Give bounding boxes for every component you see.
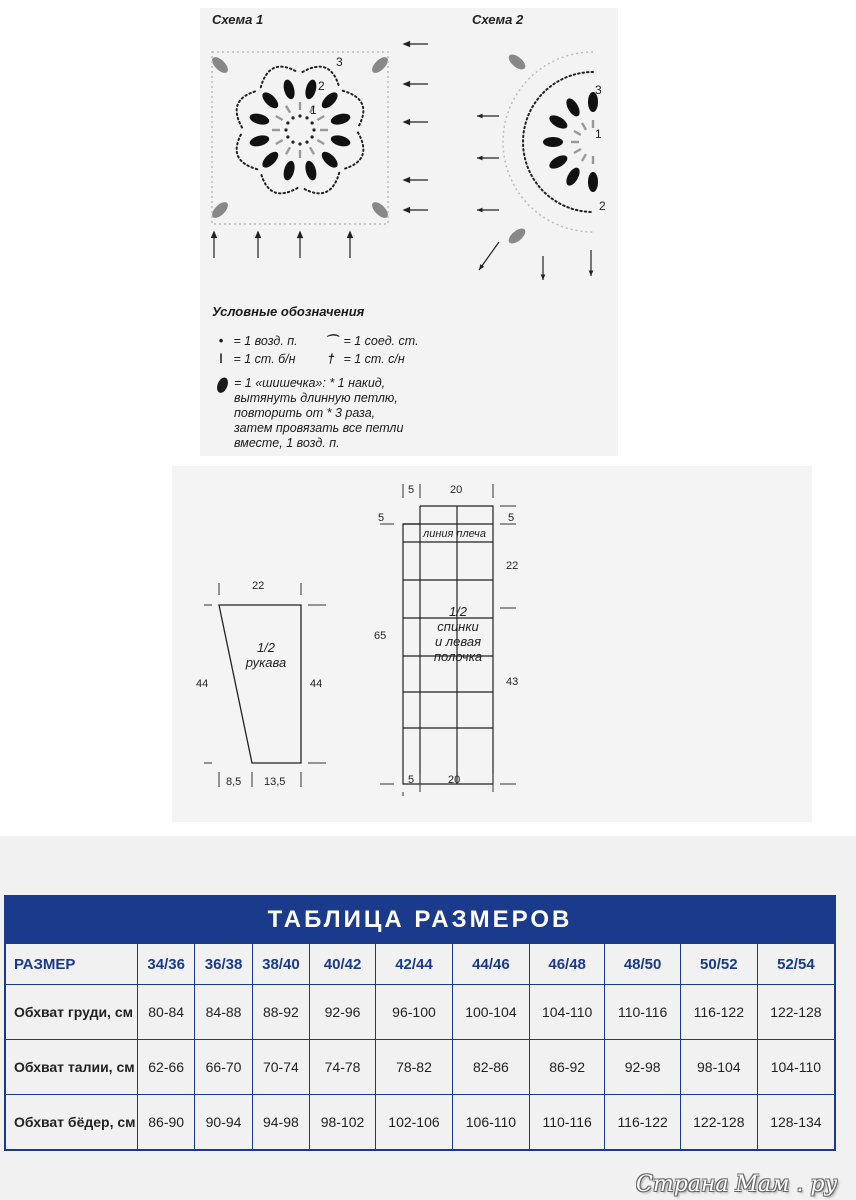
puff-stitch [330,112,352,127]
single-crochet-icon: ǀ [219,352,223,366]
legend-item-chain: • = 1 возд. п. [212,334,298,349]
puff-stitch [303,160,318,182]
table-cell: 80-84 [138,985,195,1040]
table-cell: 90-94 [195,1095,252,1151]
table-cell: 122-128 [680,1095,757,1151]
arrow-head-icon [404,82,410,87]
back-bottom-left: 5 [408,774,415,786]
scheme2-motif [477,52,606,280]
row-label-1: 1 [310,103,317,117]
chain-stitch-dot [291,116,294,119]
double-crochet-icon: † [327,352,335,366]
back-top-width: 20 [450,484,463,496]
size-table-title: ТАБЛИЦА РАЗМЕРОВ [5,896,835,944]
table-cell: 116-122 [605,1095,680,1151]
puff-stitch-icon: ⬮ [215,375,227,395]
scheme2-title: Схема 2 [472,12,524,27]
size-col: 52/54 [757,944,835,985]
legend-item-dc: † = 1 ст. с/н [322,352,405,367]
arrow-head-icon [298,232,303,238]
puff-stitch [547,113,569,132]
sleeve-bottom-right: 13,5 [264,776,286,788]
back-total-height: 65 [374,630,387,642]
arrow-head-icon [404,42,410,47]
row-label-3: 3 [595,83,602,97]
row-label-2: 2 [318,79,325,93]
table-cell: 94-98 [252,1095,309,1151]
legend-title: Условные обозначения [212,304,365,319]
puff-stitch [543,137,563,147]
chain-stitch-icon: • [218,334,224,348]
size-table [4,895,836,1151]
scheme1-arrows [212,42,428,258]
table-cell: 66-70 [195,1040,252,1095]
chain-stitch-dot [298,142,301,145]
row-label: Обхват бёдер, см [5,1095,138,1151]
table-cell: 62-66 [138,1040,195,1095]
corner-puff [506,226,528,247]
arrow-head-icon [212,232,217,238]
table-cell: 88-92 [252,985,309,1040]
puff-stitch [303,78,318,100]
table-cell: 102-106 [376,1095,453,1151]
legend-item-slip: ⌒ = 1 соед. ст. [322,334,419,349]
arrow-head-icon [404,178,410,183]
crochet-scheme-2 [465,30,615,280]
size-col: 36/38 [195,944,252,985]
table-row-waist [5,1040,835,1095]
chain-stitch-dot [305,116,308,119]
puff-stitch [319,149,340,170]
table-cell: 92-96 [310,985,376,1040]
chain-stitch-dot [291,141,294,144]
puff-stitch [282,78,297,100]
chain-stitch-dot [286,135,289,138]
arrow-head-icon [256,232,261,238]
puff-stitch [588,172,598,192]
row-label-1: 1 [595,127,602,141]
stitch-spoke [317,140,324,144]
puff-stitch [282,160,297,182]
arrow-head-icon [541,274,546,280]
chain-stitch-dot [298,114,301,117]
table-cell: 104-110 [757,1040,835,1095]
back-shoulder-right: 5 [508,512,515,524]
puff-stitch [260,90,281,111]
table-cell: 122-128 [757,985,835,1040]
table-row-hips [5,1095,835,1151]
table-cell: 82-86 [452,1040,529,1095]
table-cell: 86-90 [138,1095,195,1151]
size-header-label: РАЗМЕР [5,944,138,985]
arrow-head-icon [404,120,410,125]
puff-stitch [330,133,352,148]
stitch-spoke [310,147,314,154]
shoulder-line-label: линия плеча [423,528,486,540]
size-header-row [5,944,835,985]
sleeve-left-height: 44 [196,678,209,690]
back-front-label: 1/2 спинки и левая полочка [433,604,483,664]
chain-stitch-dot [311,135,314,138]
corner-puff [506,52,528,73]
puff-stitch [547,153,569,172]
row-label: Обхват талии, см [5,1040,138,1095]
chain-stitch-dot [312,128,315,131]
stitch-spoke [276,140,283,144]
size-col: 46/48 [529,944,604,985]
stitch-spoke [317,116,324,120]
table-cell: 106-110 [452,1095,529,1151]
row-label-3: 3 [336,55,343,69]
puff-stitch [248,112,270,127]
puff-stitch [564,96,583,118]
chain-stitch-dot [305,141,308,144]
table-cell: 74-78 [310,1040,376,1095]
table-cell: 110-116 [605,985,680,1040]
puff-stitch [260,149,281,170]
stitch-spoke [582,123,586,130]
arrow-head-icon [479,264,484,270]
scheme1-motif [209,52,390,224]
table-cell: 98-102 [310,1095,376,1151]
back-bottom-width: 20 [448,774,461,786]
stitch-spoke [286,106,290,113]
table-cell: 128-134 [757,1095,835,1151]
table-cell: 84-88 [195,985,252,1040]
size-col: 44/46 [452,944,529,985]
arrow-head-icon [589,270,594,276]
chain-stitch-dot [284,128,287,131]
table-cell: 100-104 [452,985,529,1040]
chain-stitch-dot [286,121,289,124]
sleeve-pattern [200,575,350,795]
row-label: Обхват груди, см [5,985,138,1040]
site-watermark: Страна Мам . ру [636,1172,838,1197]
size-col: 40/42 [310,944,376,985]
sleeve-top-width: 22 [252,580,265,592]
stitch-spoke [582,154,586,161]
size-col: 42/44 [376,944,453,985]
arrow-head-icon [477,156,483,161]
table-cell: 96-100 [376,985,453,1040]
table-cell: 86-92 [529,1040,604,1095]
legend-item-sc: ǀ = 1 ст. б/н [212,352,296,367]
size-col: 38/40 [252,944,309,985]
legend-item-puff: ⬮ = 1 «шишечка»: * 1 накид, вытянуть длинную петлю, повторить от * 3 раза, затем провязать все петли вместе, 1 возд. п. [212,376,412,451]
stitch-spoke [574,131,581,135]
arrow-head-icon [477,114,483,119]
scheme1-title: Схема 1 [212,12,264,27]
size-col: 50/52 [680,944,757,985]
stitch-spoke [574,149,581,153]
row-label-2: 2 [599,199,606,213]
table-cell: 98-104 [680,1040,757,1095]
puff-stitch [248,133,270,148]
stitch-spoke [286,147,290,154]
table-cell: 92-98 [605,1040,680,1095]
table-cell: 78-82 [376,1040,453,1095]
back-lower-right: 43 [506,676,519,688]
table-cell: 70-74 [252,1040,309,1095]
arrow-head-icon [477,208,483,213]
chain-stitch-dot [311,121,314,124]
table-row-chest [5,985,835,1040]
crochet-scheme-1 [200,30,440,270]
slip-stitch-icon: ⌒ [324,334,338,348]
table-cell: 104-110 [529,985,604,1040]
sleeve-bottom-left: 8,5 [226,776,242,788]
puff-stitch [564,165,583,187]
arrow-head-icon [348,232,353,238]
back-upper-right: 22 [506,560,519,572]
arrow-head-icon [404,208,410,213]
sleeve-right-height: 44 [310,678,323,690]
back-top-left: 5 [408,484,415,496]
size-col: 34/36 [138,944,195,985]
sleeve-label: 1/2 рукава [245,640,287,670]
size-col: 48/50 [605,944,680,985]
table-cell: 110-116 [529,1095,604,1151]
back-shoulder-left: 5 [378,512,385,524]
stitch-spoke [276,116,283,120]
table-cell: 116-122 [680,985,757,1040]
